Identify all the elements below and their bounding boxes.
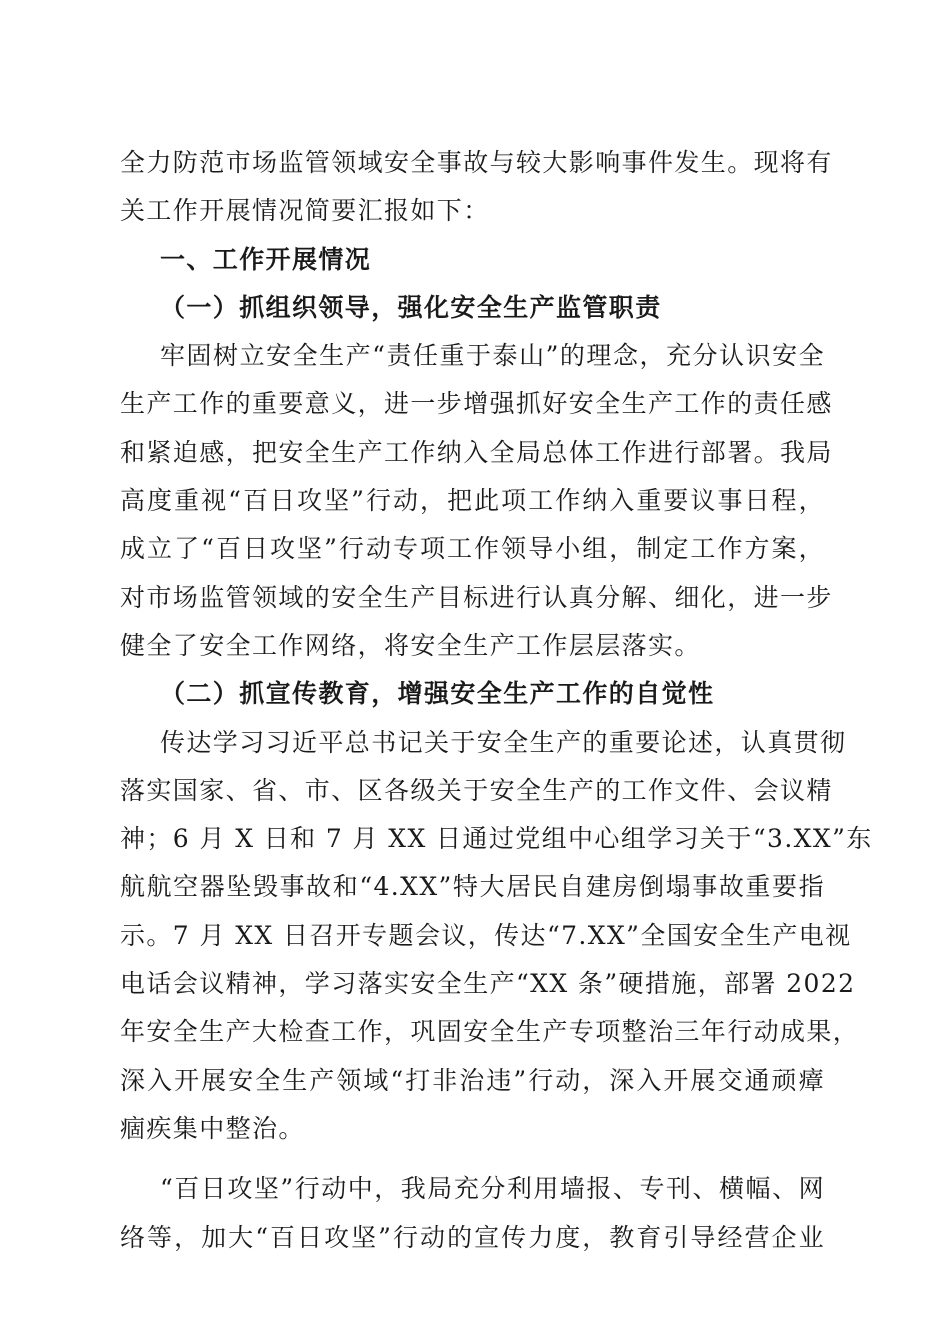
body-line: 成立了“百日攻坚”行动专项工作领导小组，制定工作方案，	[120, 534, 825, 564]
body-line: 电话会议精神，学习落实安全生产“XX 条”硬措施，部署 2022	[120, 969, 856, 999]
subsection-heading: （一）抓组织领导，强化安全生产监管职责	[160, 292, 662, 322]
body-line: 深入开展安全生产领域“打非治违”行动，深入开展交通顽瘴	[120, 1065, 825, 1095]
paragraph-gap	[120, 1153, 825, 1165]
body-line: 络等，加大“百日攻坚”行动的宣传力度，教育引导经营企业	[120, 1222, 825, 1252]
body-line: 全力防范市场监管领域安全事故与较大影响事件发生。现将有	[120, 148, 833, 177]
body-line: 神；6 月 X 日和 7 月 XX 日通过党组中心组学习关于“3.XX”东	[120, 824, 873, 854]
body-line: 对市场监管领域的安全生产目标进行认真分解、细化，进一步	[120, 582, 833, 612]
body-line: 高度重视“百日攻坚”行动，把此项工作纳入重要议事日程，	[120, 486, 825, 516]
body-line: 健全了安全工作网络，将安全生产工作层层落实。	[120, 630, 701, 660]
body-line: 痼疾集中整治。	[120, 1113, 305, 1143]
body-line: 牢固树立安全生产“责任重于泰山”的理念，充分认识安全	[160, 341, 825, 371]
subsection-heading: （二）抓宣传教育，增强安全生产工作的自觉性	[160, 679, 715, 709]
document-body	[120, 139, 873, 1262]
body-line: 传达学习习近平总书记关于安全生产的重要论述，认真贯彻	[160, 727, 847, 757]
body-line: 和紧迫感，把安全生产工作纳入全局总体工作进行部署。我局	[120, 437, 833, 467]
body-line: 年安全生产大检查工作，巩固安全生产专项整治三年行动成果，	[120, 1017, 860, 1047]
body-line: 示。7 月 XX 日召开专题会议，传达“7.XX”全国安全生产电视	[120, 920, 852, 950]
section-heading: 一、工作开展情况	[160, 244, 372, 274]
body-line: 航航空器坠毁事故和“4.XX”特大居民自建房倒塌事故重要指	[120, 872, 825, 902]
body-line: “百日攻坚”行动中，我局充分利用墙报、专刊、横幅、网	[160, 1174, 825, 1204]
body-line: 生产工作的重要意义，进一步增强抓好安全生产工作的责任感	[120, 389, 833, 419]
body-line: 落实国家、省、市、区各级关于安全生产的工作文件、会议精	[120, 775, 833, 805]
body-line: 关工作开展情况简要汇报如下：	[120, 196, 490, 226]
